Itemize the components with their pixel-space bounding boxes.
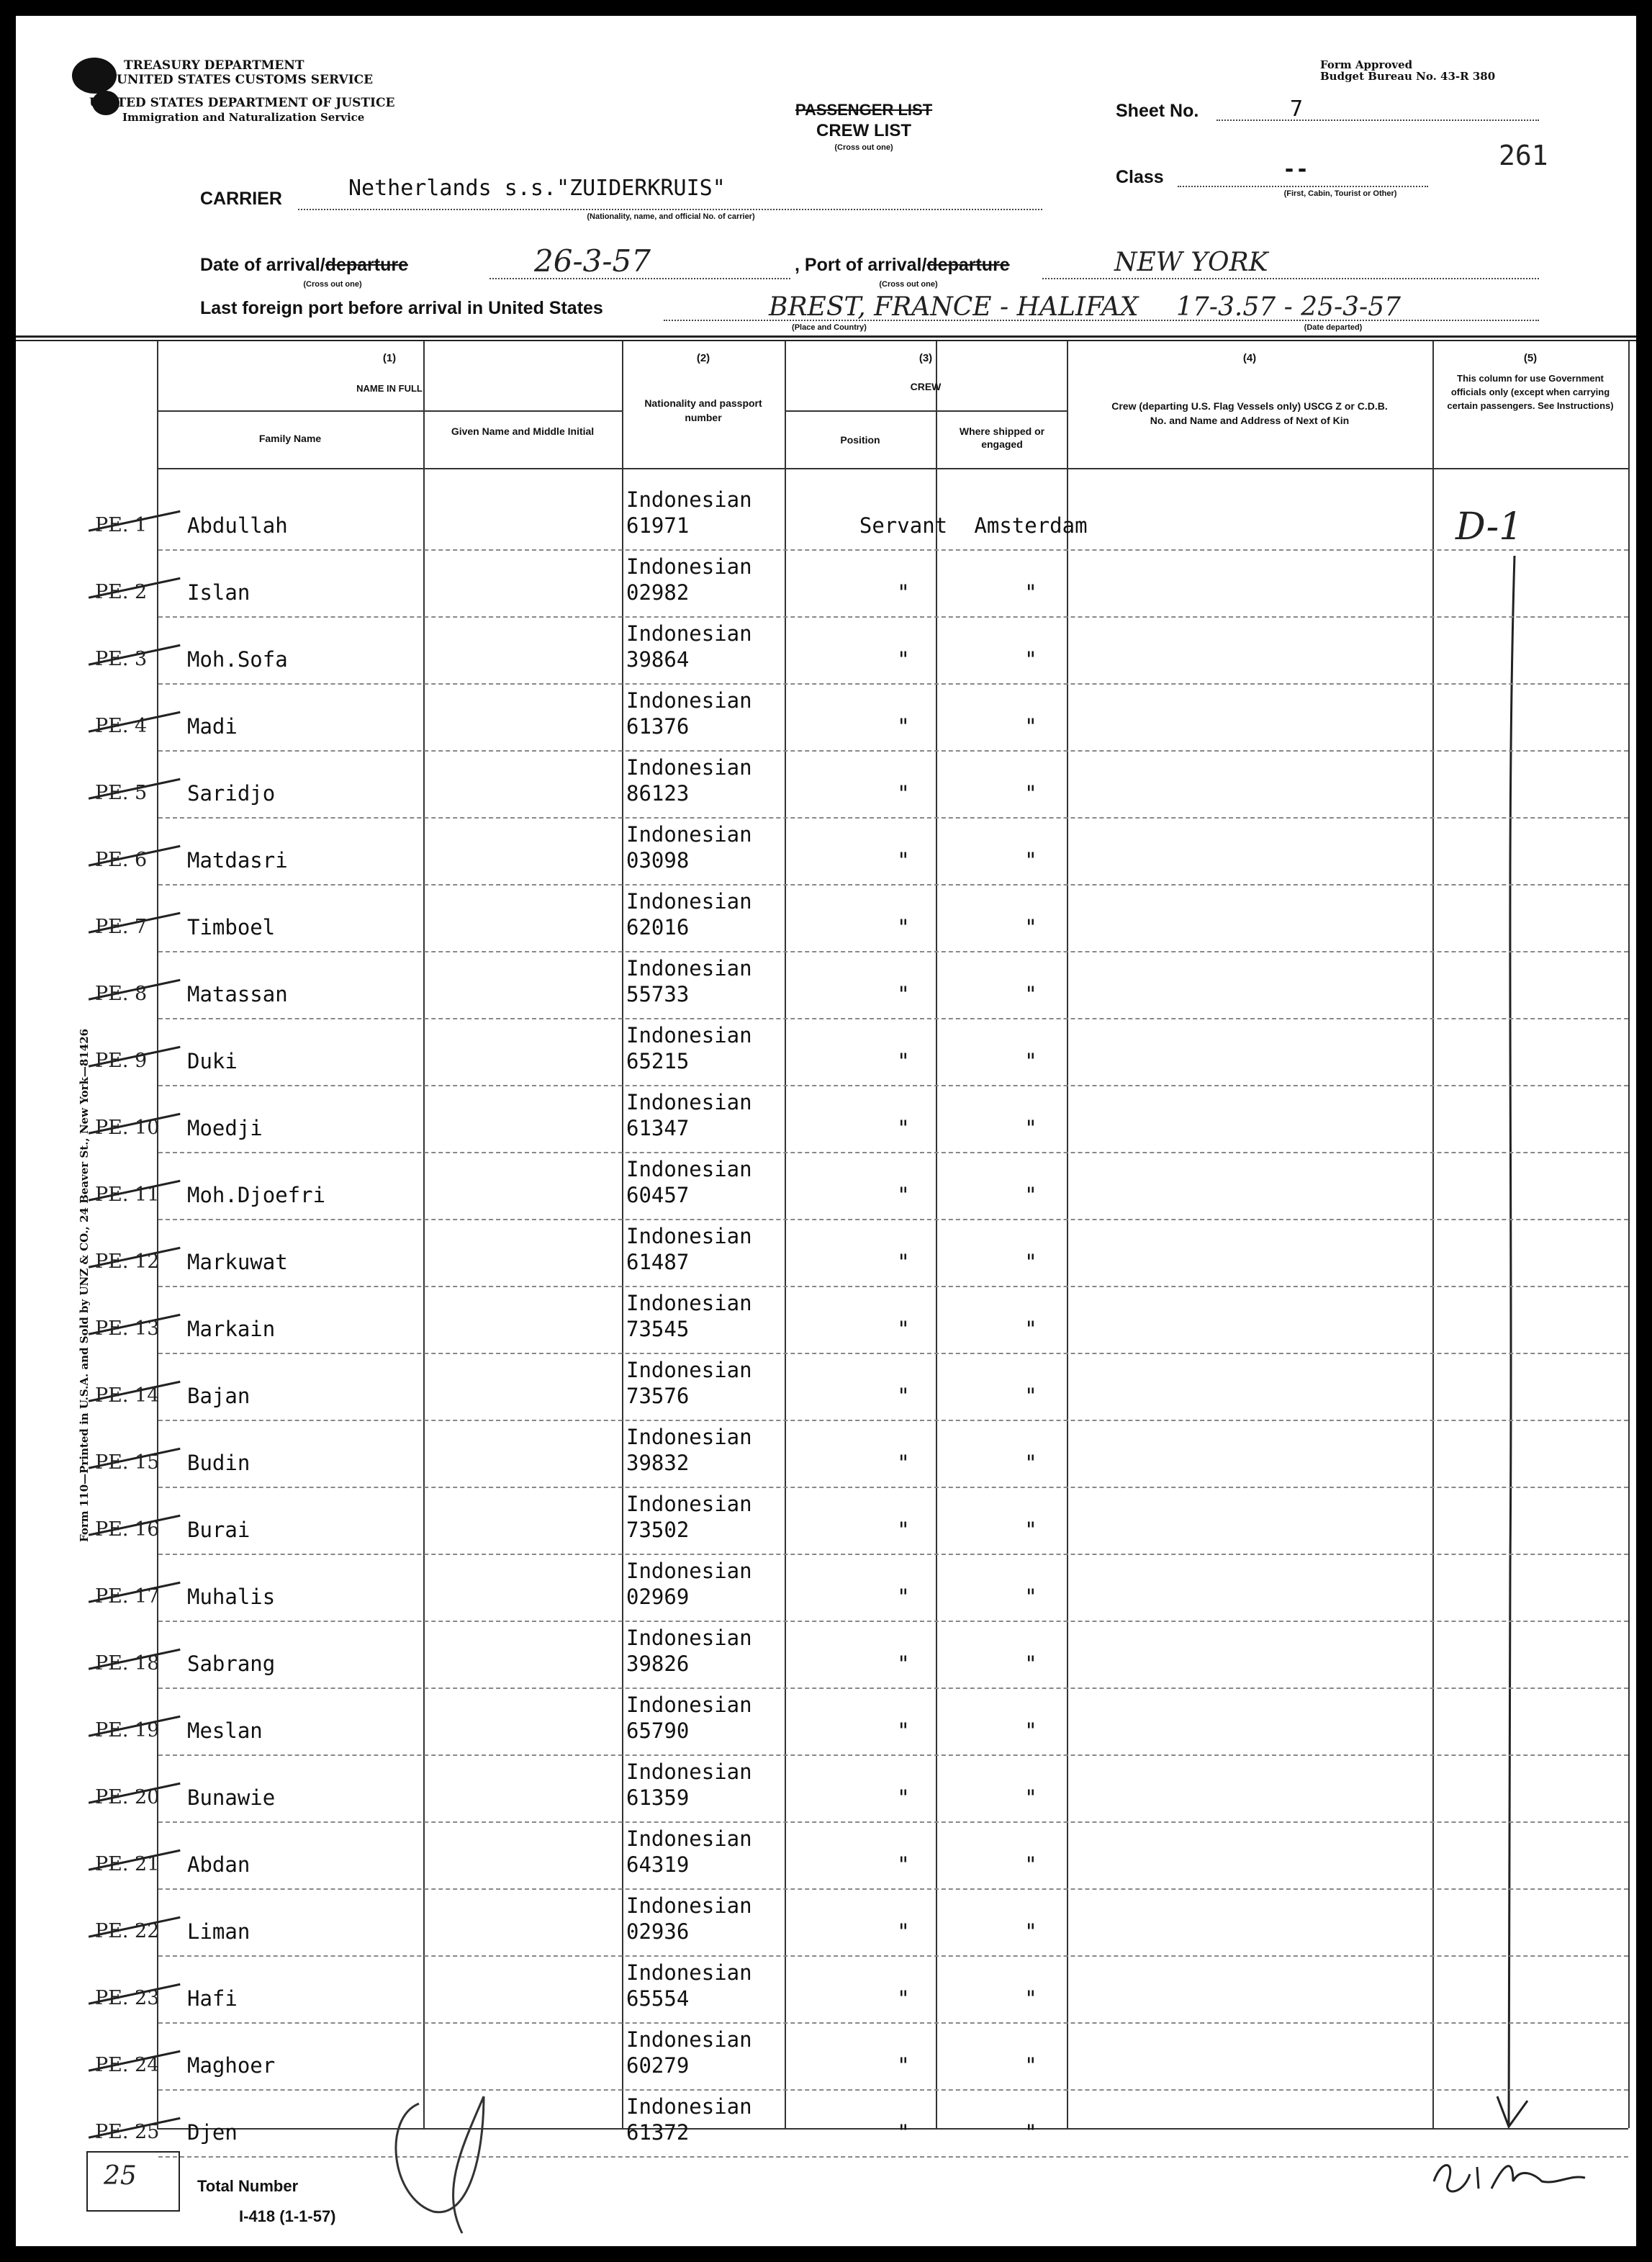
table-row [95,1286,1628,1354]
col5-number: (5) [1523,352,1538,364]
row-pe-mark: PE. 5 [95,782,148,804]
shipped-cell: " [1024,982,1037,1006]
family-name-cell: Markuwat [187,1250,288,1274]
family-name-cell: Moedji [187,1116,263,1140]
family-name-cell: Matassan [187,982,288,1006]
cross-out-hint: (Cross out one) [834,143,893,152]
shipped-cell: " [1024,714,1037,739]
family-name-cell: Moh.Sofa [187,647,288,672]
col-divider-right [1628,341,1630,2128]
nationality-cell: Indonesian [626,956,752,981]
sheet-label: Sheet No. [1116,101,1199,121]
col2-title: Nationality and passport number [644,397,762,423]
position-cell: " [897,647,910,672]
table-row [95,1420,1628,1488]
position-cell: " [897,982,910,1006]
table-top-border [16,335,1636,338]
position-cell: " [897,848,910,873]
family-name-cell: Markain [187,1317,276,1341]
table-row [95,951,1628,1019]
sheet-underline [1217,120,1539,121]
shipped-cell: " [1024,1451,1037,1475]
col4-title: Crew (departing U.S. Flag Vessels only) USCG Z or C.D.B. No. and Name and Address of Next of Kin [1111,400,1388,426]
row-pe-mark: PE. 7 [95,916,148,938]
table-row [95,2022,1628,2091]
date-value: 26-3-57 [534,243,651,279]
col3-position: Position [840,434,880,446]
col4-number: (4) [1242,352,1257,364]
col5-title: This column for use Government officials only (except when carrying certain passengers. See Instructions) [1447,373,1614,411]
total-value: 25 [104,2161,137,2191]
nationality-cell: Indonesian [626,1492,752,1516]
col1-given: Given Name and Middle Initial [451,425,595,437]
crew-list-title: CREW LIST [816,121,911,140]
passport-cell: 61971 [626,513,690,538]
table-row [95,1688,1628,1756]
passport-cell: 39864 [626,647,690,672]
row-pe-mark: PE. 18 [95,1652,160,1675]
passport-cell: 65215 [626,1049,690,1073]
col1-title: NAME IN FULL [356,383,423,394]
table-row [95,750,1628,819]
family-name-cell: Islan [187,580,250,605]
position-cell: " [897,781,910,806]
nationality-cell: Indonesian [626,1693,752,1717]
row-pe-mark: PE. 4 [95,715,148,737]
position-cell: " [897,1852,910,1877]
carrier-underline [298,209,1042,210]
position-cell: " [897,1585,910,1609]
position-cell: " [897,2120,910,2145]
table-row [95,1955,1628,2024]
shipped-cell: " [1024,1183,1037,1207]
passport-cell: 61359 [626,1785,690,1810]
table-row [95,817,1628,886]
table-row [95,683,1628,752]
table-row [95,884,1628,952]
passport-cell: 39826 [626,1652,690,1676]
date-label: Date of arrival/departure [200,255,408,275]
table-row [95,482,1628,551]
port-label: , Port of arrival/departure [795,255,1010,275]
position-cell: " [897,1986,910,2011]
row-pe-mark: PE. 24 [95,2054,160,2076]
position-cell: " [897,1451,910,1475]
position-cell: " [897,580,910,605]
position-cell: " [897,1919,910,1944]
class-hint: (First, Cabin, Tourist or Other) [1283,189,1397,198]
shipped-cell: " [1024,647,1037,672]
position-cell: Servant [859,513,948,538]
signature-icon [1427,2153,1592,2203]
row-pe-mark: PE. 10 [95,1117,160,1139]
shipped-cell: " [1024,1518,1037,1542]
shipped-cell: " [1024,1250,1037,1274]
shipped-cell: " [1024,915,1037,940]
passport-cell: 61376 [626,714,690,739]
carrier-label: CARRIER [200,189,282,209]
shipped-cell: " [1024,1317,1037,1341]
shipped-cell: " [1024,2120,1037,2145]
dept-line-3: UNITED STATES DEPARTMENT OF JUSTICE [89,96,395,110]
position-cell: " [897,1718,910,1743]
port-value: NEW YORK [1114,248,1268,277]
family-name-cell: Bunawie [187,1785,276,1810]
table-row [95,1353,1628,1421]
table-row [95,1219,1628,1287]
row-pe-mark: PE. 1 [95,514,148,536]
passport-cell: 64319 [626,1852,690,1877]
shipped-cell: " [1024,1116,1037,1140]
passport-cell: 39832 [626,1451,690,1475]
col1-number: (1) [382,352,397,364]
family-name-cell: Matdasri [187,848,288,873]
nationality-cell: Indonesian [626,2094,752,2119]
shipped-cell: " [1024,848,1037,873]
form-code: I-418 (1-1-57) [239,2207,336,2225]
row-pe-mark: PE. 23 [95,1987,160,2009]
family-name-cell: Muhalis [187,1585,276,1609]
position-cell: " [897,1116,910,1140]
family-name-cell: Abdan [187,1852,250,1877]
row-pe-mark: PE. 8 [95,983,148,1005]
row-pe-mark: PE. 6 [95,849,148,871]
passport-cell: 02982 [626,580,690,605]
shipped-cell: " [1024,1986,1037,2011]
shipped-cell: " [1024,781,1037,806]
row-pe-mark: PE. 22 [95,1920,160,1942]
last-port-label: Last foreign port before arrival in United States [200,298,603,318]
family-name-cell: Moh.Djoefri [187,1183,326,1207]
form-approved: Form Approved [1320,58,1413,71]
shipped-cell: " [1024,1652,1037,1676]
family-name-cell: Maghoer [187,2053,276,2078]
crew-list-document [16,16,1636,2246]
family-name-cell: Burai [187,1518,250,1542]
last-port-hint: (Place and Country) [792,323,867,332]
class-underline [1178,186,1428,187]
nationality-cell: Indonesian [626,1157,752,1181]
passport-cell: 73576 [626,1384,690,1408]
passport-cell: 65790 [626,1718,690,1743]
carrier-hint: (Nationality, name, and official No. of carrier) [587,212,755,221]
row-pe-mark: PE. 13 [95,1317,160,1340]
table-row [95,1085,1628,1153]
port-hint: (Cross out one) [879,280,938,289]
passport-cell: 02936 [626,1919,690,1944]
nationality-cell: Indonesian [626,1425,752,1449]
nationality-cell: Indonesian [626,1893,752,1918]
table-row [95,616,1628,685]
col5-mark: D-1 [1455,505,1523,549]
col1-family: Family Name [258,433,322,444]
nationality-cell: Indonesian [626,621,752,646]
family-name-cell: Madi [187,714,238,739]
date-departed-hint: (Date departed) [1304,323,1363,332]
position-cell: " [897,714,910,739]
row-pe-mark: PE. 19 [95,1719,160,1741]
budget-bureau: Budget Bureau No. 43-R 380 [1320,70,1496,83]
ink-blot [72,58,117,94]
col3-number: (3) [918,352,933,364]
position-cell: " [897,1250,910,1274]
position-cell: " [897,2053,910,2078]
passport-cell: 03098 [626,848,690,873]
shipped-cell: " [1024,1919,1037,1944]
nationality-cell: Indonesian [626,688,752,713]
table-row [95,1888,1628,1957]
family-name-cell: Saridjo [187,781,276,806]
class-value: -- [1283,157,1309,182]
subheader-line-name [157,410,622,412]
header-bottom-line [157,468,1628,469]
family-name-cell: Bajan [187,1384,250,1408]
passport-cell: 60457 [626,1183,690,1207]
nationality-cell: Indonesian [626,1626,752,1650]
nationality-cell: Indonesian [626,822,752,847]
family-name-cell: Djen [187,2120,238,2145]
class-label: Class [1116,167,1164,187]
passport-cell: 55733 [626,982,690,1006]
shipped-cell: " [1024,580,1037,605]
table-row [95,549,1628,618]
nationality-cell: Indonesian [626,1960,752,1985]
shipped-cell: " [1024,1852,1037,1877]
position-cell: " [897,1384,910,1408]
dept-line-1: TREASURY DEPARTMENT [124,58,304,73]
position-cell: " [897,1183,910,1207]
date-departed-value: 17-3.57 - 25-3-57 [1176,292,1402,322]
nationality-cell: Indonesian [626,755,752,780]
position-cell: " [897,1518,910,1542]
passport-cell: 86123 [626,781,690,806]
nationality-cell: Indonesian [626,487,752,512]
shipped-cell: " [1024,1049,1037,1073]
nationality-cell: Indonesian [626,1826,752,1851]
position-cell: " [897,1785,910,1810]
nationality-cell: Indonesian [626,1224,752,1248]
subheader-line-crew [785,410,1067,412]
position-cell: " [897,915,910,940]
family-name-cell: Timboel [187,915,276,940]
table-row [95,1754,1628,1823]
passport-cell: 60279 [626,2053,690,2078]
position-cell: " [897,1317,910,1341]
row-pe-mark: PE. 14 [95,1384,160,1407]
position-cell: " [897,1652,910,1676]
row-pe-mark: PE. 11 [95,1184,160,1206]
col3-where: Where shipped or engaged [959,425,1045,450]
family-name-cell: Duki [187,1049,238,1073]
position-cell: " [897,1049,910,1073]
col2-number: (2) [696,352,710,364]
passport-cell: 62016 [626,915,690,940]
family-name-cell: Sabrang [187,1652,276,1676]
table-top-border-2 [16,340,1636,341]
shipped-cell: " [1024,1585,1037,1609]
dept-line-2: UNITED STATES CUSTOMS SERVICE [117,73,374,87]
handwritten-squiggle [376,2089,505,2240]
table-row [95,1018,1628,1086]
table-row [95,1152,1628,1220]
table-row [95,1621,1628,1689]
passport-cell: 73545 [626,1317,690,1341]
passport-cell: 61372 [626,2120,690,2145]
family-name-cell: Liman [187,1919,250,1944]
nationality-cell: Indonesian [626,1759,752,1784]
row-pe-mark: PE. 12 [95,1251,160,1273]
table-row [95,1821,1628,1890]
row-pe-mark: PE. 25 [95,2121,160,2143]
passenger-list-struck: PASSENGER LIST [795,101,933,119]
passport-cell: 65554 [626,1986,690,2011]
carrier-value: Netherlands s.s."ZUIDERKRUIS" [348,176,726,201]
last-port-value: BREST, FRANCE - HALIFAX [769,292,1139,322]
nationality-cell: Indonesian [626,1291,752,1315]
col3-title: CREW [910,381,942,392]
shipped-cell: " [1024,1718,1037,1743]
side-printer-text: Form 110—Printed in U.S.A. and Sold by UNZ & CO., 24 Beaver St., New York—81426 [78,1028,91,1542]
row-pe-mark: PE. 16 [95,1518,160,1541]
nationality-cell: Indonesian [626,1358,752,1382]
date-hint: (Cross out one) [303,280,362,289]
nationality-cell: Indonesian [626,1559,752,1583]
row-pe-mark: PE. 9 [95,1050,148,1072]
row-pe-mark: PE. 21 [95,1853,160,1875]
row-pe-mark: PE. 15 [95,1451,160,1474]
port-underline [1042,278,1539,279]
row-pe-mark: PE. 17 [95,1585,160,1608]
family-name-cell: Abdullah [187,513,288,538]
nationality-cell: Indonesian [626,1090,752,1114]
nationality-cell: Indonesian [626,2027,752,2052]
passport-cell: 02969 [626,1585,690,1609]
nationality-cell: Indonesian [626,889,752,914]
row-pe-mark: PE. 2 [95,581,148,603]
shipped-cell: " [1024,1785,1037,1810]
shipped-cell: Amsterdam [974,513,1088,538]
nationality-cell: Indonesian [626,554,752,579]
table-row [95,1554,1628,1622]
row-pe-mark: PE. 20 [95,1786,160,1808]
total-label: Total Number [197,2177,299,2195]
sheet-value: 7 [1290,96,1304,122]
family-name-cell: Budin [187,1451,250,1475]
family-name-cell: Meslan [187,1718,263,1743]
family-name-cell: Hafi [187,1986,238,2011]
passport-cell: 61487 [626,1250,690,1274]
table-row [95,1487,1628,1555]
row-pe-mark: PE. 3 [95,648,148,670]
stamp-number: 261 [1499,140,1548,171]
shipped-cell: " [1024,2053,1037,2078]
shipped-cell: " [1024,1384,1037,1408]
dept-line-4: Immigration and Naturalization Service [122,111,365,124]
passport-cell: 61347 [626,1116,690,1140]
passport-cell: 73502 [626,1518,690,1542]
nationality-cell: Indonesian [626,1023,752,1047]
